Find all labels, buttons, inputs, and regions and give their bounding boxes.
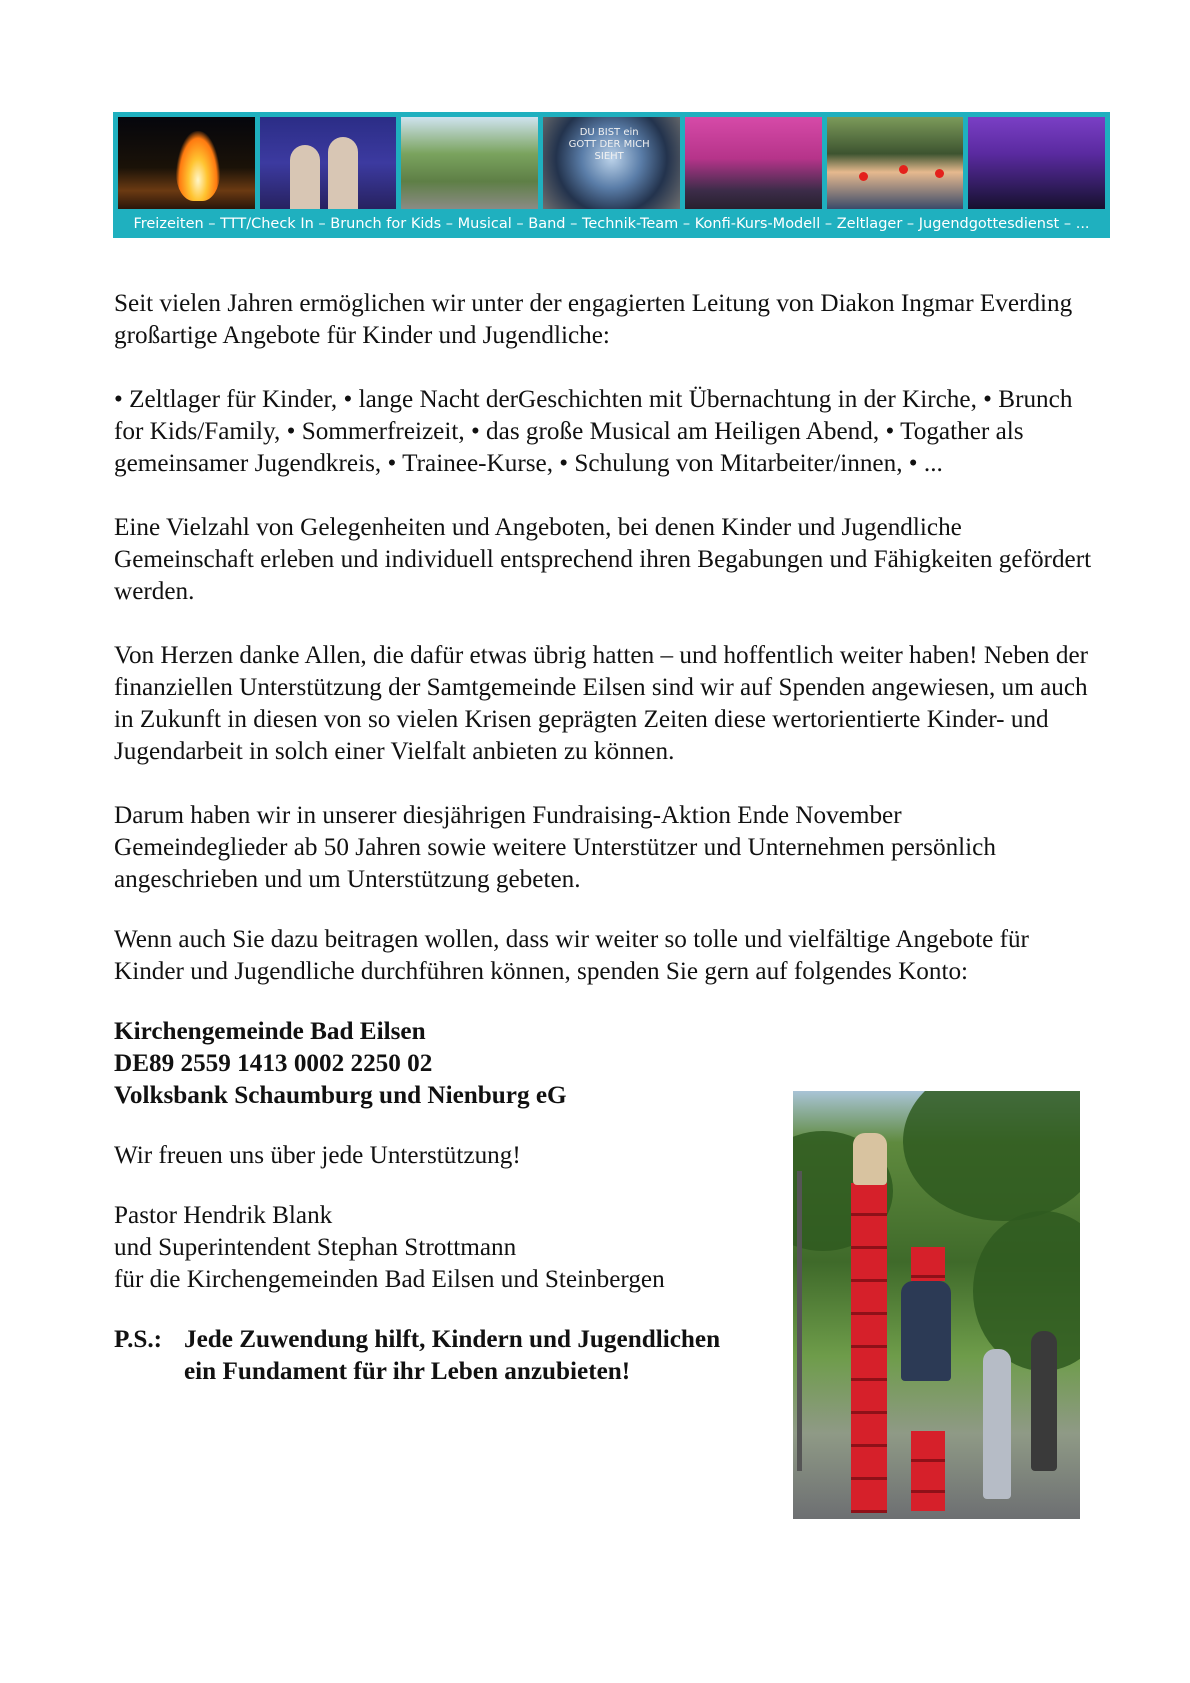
- banner-caption: Freizeiten – TTT/Check In – Brunch for Kids – Musical – Band – Technik-Team – Konfi-Kurs-Modell – Zeltlager – Jugendgottesdienst – ...: [133, 216, 1090, 232]
- clown-noses-kids-photo: [827, 117, 964, 209]
- header-banner: [113, 112, 1110, 238]
- postscript-line-1: Jede Zuwendung hilft, Kindern und Jugendlichen: [184, 1326, 721, 1353]
- hiking-photo: [401, 117, 538, 209]
- signature-line-1: Pastor Hendrik Blank: [114, 1202, 333, 1229]
- intro-paragraph: Seit vielen Jahren ermöglichen wir unter der engagierten Leitung von Diakon Ingmar Everding großartige Angebote für Kinder und Jugendliche:: [114, 290, 1073, 349]
- signature-line-3: für die Kirchengemeinden Bad Eilsen und Steinbergen: [114, 1266, 665, 1293]
- variety-paragraph: Eine Vielzahl von Gelegenheiten und Angeboten, bei denen Kinder und Jugendliche Gemeinschaft erleben und individuell entsprechend ihren Begabungen und Fähigkeiten gefördert werden.: [114, 514, 1092, 605]
- account-bank: Volksbank Schaumburg und Nienburg eG: [114, 1082, 567, 1109]
- account-holder: Kirchengemeinde Bad Eilsen: [114, 1018, 426, 1045]
- appeal-paragraph: Wenn auch Sie dazu beitragen wollen, dass wir weiter so tolle und vielfältige Angebote für Kinder und Jugendliche durchführen können, spenden Sie gern auf folgendes Konto:: [114, 926, 1029, 985]
- crate-stacking-photo: [793, 1091, 1080, 1519]
- band-concert-photo: [968, 117, 1105, 209]
- group-photo: [685, 117, 822, 209]
- candle-glass-photo: [543, 117, 680, 209]
- thanks-paragraph: Von Herzen danke Allen, die dafür etwas übrig hatten – und hoffentlich weiter haben! Neben der finanziellen Unterstützung der Samtgemeinde Eilsen sind wir auf Spenden angewiesen, um auch in Zukunft in diesen von so vielen Krisen geprägten Zeiten diese wertorientierte Kinder- und Jugendarbeit in solch einer Vielfalt anbieten zu können.: [114, 642, 1089, 765]
- postscript-label: P.S.:: [114, 1326, 163, 1353]
- candle-glass-overlay-text: DU BIST ein GOTT DER MICH SIEHT: [568, 127, 650, 162]
- postscript-text: [184, 1324, 720, 1388]
- campfire-photo: [118, 117, 255, 209]
- postscript-line-2: ein Fundament für ihr Leben anzubieten!: [184, 1358, 631, 1385]
- offers-paragraph: • Zeltlager für Kinder, • lange Nacht derGeschichten mit Übernachtung in der Kirche, • Brunch for Kids/Family, • Sommerfreizeit, • das große Musical am Heiligen Abend, • Togather als gemeinsamer Jugendkreis, • Trainee-Kurse, • Schulung von Mitarbeiter/innen, • ...: [114, 386, 1073, 477]
- account-iban: DE89 2559 1413 0002 2250 02: [114, 1050, 433, 1077]
- banner-photo-strip: [118, 117, 1105, 209]
- closing-line: Wir freuen uns über jede Unterstützung!: [114, 1142, 521, 1169]
- signature-line-2: und Superintendent Stephan Strottmann: [114, 1234, 517, 1261]
- musical-photo: [260, 117, 397, 209]
- fundraising-paragraph: Darum haben wir in unserer diesjährigen Fundraising-Aktion Ende November Gemeindeglieder ab 50 Jahren sowie weitere Unterstützer und Unternehmen persönlich angeschrieben und um Unterstützung gebeten.: [114, 802, 996, 893]
